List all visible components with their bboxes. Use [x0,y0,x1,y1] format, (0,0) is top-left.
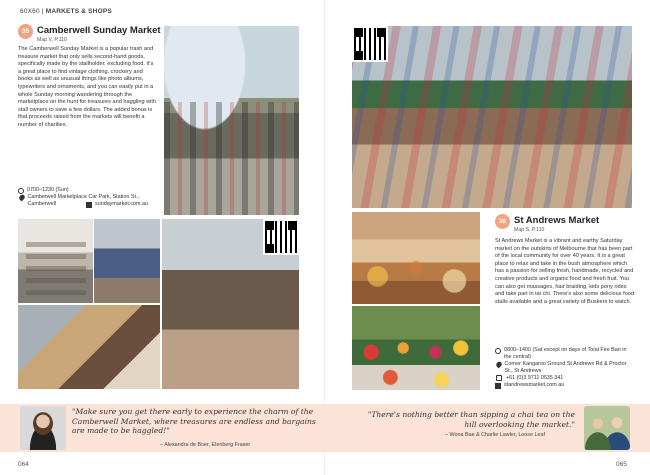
entry-title: St Andrews Market [514,215,600,226]
header-number: 60X60 [20,8,40,15]
address-text: Camberwell Marketplace Car Park, Station St., Camberwell [27,194,139,207]
phone-text[interactable]: +61 (0)3 9711 0535 341 [506,375,564,381]
phone-row [495,375,635,382]
photo-bric-a-brac-tables [18,219,93,303]
hours-row [495,347,635,361]
entry-info [495,347,635,389]
location-pin-icon [495,360,503,368]
address-text: Corner Kangaroo Ground St Andrews Rd & Proctor St., St Andrews [504,361,627,374]
entry-title: Camberwell Sunday Market [37,25,161,36]
photo-food-stall [352,212,480,304]
header-section: MARKETS & SHOPS [45,8,112,15]
address-row [495,361,635,375]
quote-right-text: "There's nothing better than sipping a chai tea on the hill overlooking the market." [367,410,575,429]
entry-map-ref: Map S, P.110 [514,227,545,233]
web-icon [495,383,501,389]
qr-code[interactable] [263,219,299,255]
web-icon [86,202,92,208]
website-row [86,201,148,208]
entry-description: The Camberwell Sunday Market is a popular trash and treasure market that only sells second-hand goods, specifically made by the stallholder, excluding food. It's a great place to find vintage clothing, crockery and books as well as unusual things like photo albums, typewriters and ornaments, and you can easily put in a whole Sunday morning wandering through the marketplace on the hunt for treasures and haggling with stall owners to save a few dollars. The added bonus is that proceeds raised from the markets will benefit a number of charities. [18,46,157,128]
quote-right-attribution: – Wona Bae & Charlie Lawler, Loose Leaf [445,432,545,438]
website-link[interactable]: sundaymarket.com.au [95,201,149,207]
photo-stall-goods [94,219,160,303]
running-header: 60X60 | MARKETS & SHOPS [20,8,112,15]
clock-icon [18,188,24,194]
location-pin-icon [18,193,26,201]
photo-market-crowd [164,26,299,215]
phone-icon [496,375,502,381]
page-number-right: 065 [616,461,627,468]
photo-vintage-items [18,305,160,389]
photo-flower-stall [352,306,480,390]
hours-row [18,187,160,194]
website-row [495,382,635,389]
entry-map-ref: Map V, P.110 [37,37,67,43]
website-link[interactable]: standrewsmarket.com.au [504,382,565,388]
quote-left-attribution: – Alexandra de Boer, Elenberg Fraser [160,442,251,448]
photo-market-stalls [352,26,632,208]
entry-number-badge: 35 [18,24,33,39]
quote-left-text: "Make sure you get there early to experience the charm of the Camberwell Market, where treasures are endless and bargains are made to be haggled!" [72,407,316,436]
entry-description: St Andrews Market is a vibrant and earthy Saturday market on the outskirts of Melbourne that has been part of the local community for over 40 years. It is a great place to relax and take in the bush atmosphere which has a passion for selling fresh, handmade, recycled and creative products and organic food and fresh fruit. You can also get massages, hair braiding, kids pony rides and take part in tai chi. There's also some delicious food stalls available and a great variety of Buskers to watch. [495,238,635,305]
avatar-wona-charlie [584,406,630,450]
entry-number-badge: 36 [495,214,510,229]
hours-text: 0700–1230 (Sun) [27,187,69,193]
page-number-left: 064 [18,461,29,468]
hours-text: 0800–1400 (Sat except on days of Total Fire Ban in the central) [504,347,627,360]
avatar-alexandra [20,406,66,450]
qr-code-right[interactable] [352,26,388,62]
clock-icon [495,348,501,354]
